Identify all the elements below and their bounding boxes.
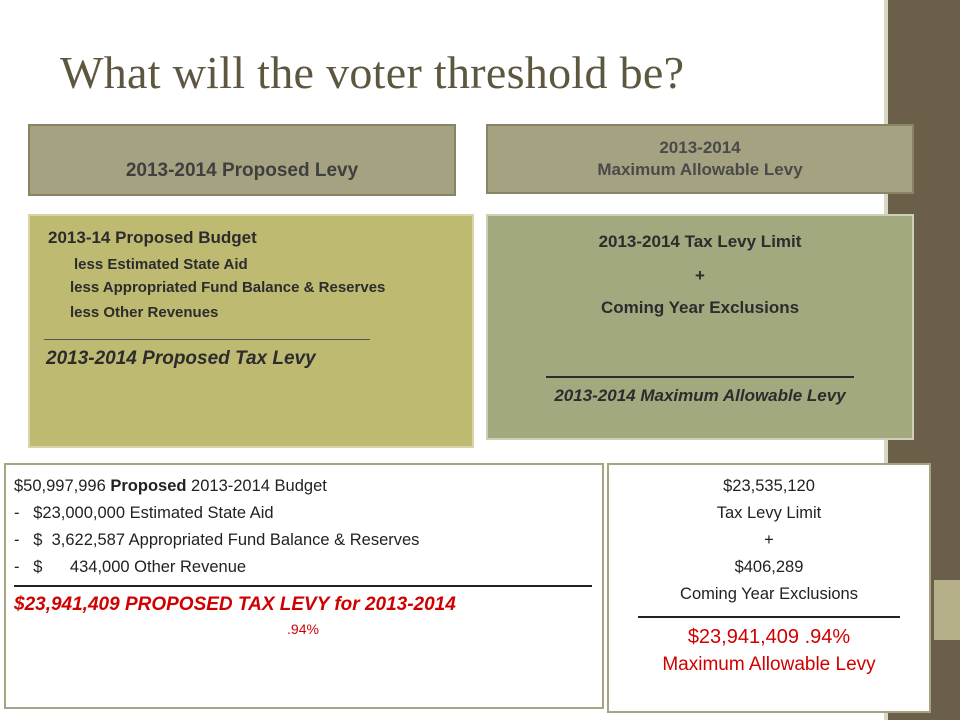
calc-divider <box>14 585 592 587</box>
calc-budget-rest: 2013-2014 Budget <box>186 477 327 495</box>
max-levy-header-year: 2013-2014 <box>659 138 741 157</box>
formula-exclusions: Coming Year Exclusions <box>600 298 800 317</box>
calc-limit-label: Tax Levy Limit <box>716 504 822 522</box>
proposed-levy-formula <box>28 214 474 448</box>
formula-fund-balance-line: less Appropriated Fund Balance & Reserves <box>70 279 386 296</box>
calc-divider <box>638 616 900 618</box>
proposed-levy-header <box>28 124 456 196</box>
slide-title: What will the voter threshold be? <box>60 47 685 98</box>
calc-exclusions-amount: $406,289 <box>734 558 804 576</box>
calc-fund-balance-row: - $ 3,622,587 Appropriated Fund Balance & Reserves <box>14 531 420 549</box>
formula-budget-line: 2013-14 Proposed Budget <box>48 228 257 247</box>
calc-other-revenue-row: - $ 434,000 Other Revenue <box>14 558 247 576</box>
calc-limit-amount: $23,535,120 <box>723 477 815 495</box>
formula-state-aid-line: less Estimated State Aid <box>74 256 248 273</box>
formula-max-allowable-levy: 2013-2014 Maximum Allowable Levy <box>554 386 846 405</box>
max-levy-calculation <box>607 463 931 713</box>
calc-budget-amount: $50,997,996 <box>14 477 106 495</box>
calc-budget-row <box>14 473 602 500</box>
formula-plus-sign: + <box>695 266 705 285</box>
calc-exclusions-label: Coming Year Exclusions <box>680 585 858 603</box>
side-decorative-block <box>934 580 960 640</box>
max-levy-formula <box>486 214 914 440</box>
calc-percent: .94% <box>287 621 319 637</box>
formula-proposed-tax-levy: 2013-2014 Proposed Tax Levy <box>46 348 316 369</box>
formula-divider <box>546 376 854 378</box>
calc-max-levy-total: $23,941,409 .94% <box>687 626 851 648</box>
calc-max-levy-label: Maximum Allowable Levy <box>662 654 876 675</box>
formula-divider <box>44 339 370 340</box>
proposed-levy-header-label: 2013-2014 Proposed Levy <box>125 160 359 181</box>
calc-budget-bold: Proposed <box>110 477 187 495</box>
formula-tax-levy-limit: 2013-2014 Tax Levy Limit <box>598 232 802 251</box>
max-levy-header-label: Maximum Allowable Levy <box>597 160 803 179</box>
max-allowable-levy-header <box>486 124 914 194</box>
calc-state-aid-row: - $23,000,000 Estimated State Aid <box>14 504 274 522</box>
proposed-levy-calculation <box>4 463 604 709</box>
calc-plus-sign: + <box>764 531 774 549</box>
calc-proposed-tax-levy-total: $23,941,409 PROPOSED TAX LEVY for 2013-2014 <box>14 594 456 615</box>
formula-other-revenues-line: less Other Revenues <box>70 304 219 321</box>
